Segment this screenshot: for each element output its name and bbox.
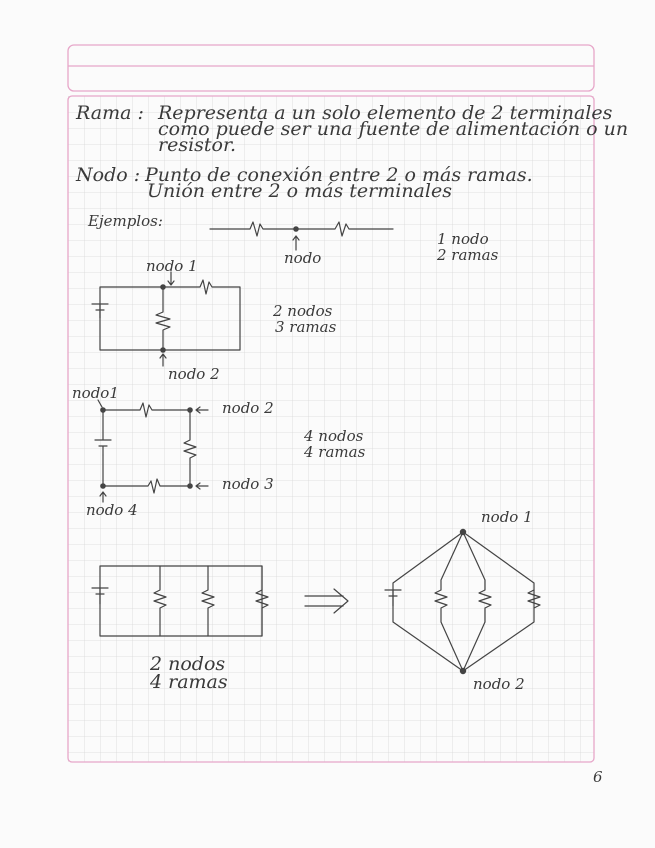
nodo-line-1: Punto de conexión entre 2 o más ramas. bbox=[145, 164, 533, 186]
ex1-node-label: nodo bbox=[284, 249, 322, 267]
ex2-node-bottom-label: nodo 2 bbox=[168, 365, 220, 383]
ex4-branch-count: 4 ramas bbox=[150, 671, 228, 693]
ex3-node3-label: nodo 3 bbox=[222, 475, 274, 493]
nodo-term: Nodo : bbox=[76, 164, 141, 186]
rama-term: Rama : bbox=[76, 102, 144, 124]
ex1-branch-count: 2 ramas bbox=[437, 246, 499, 264]
nodo-line-2: Unión entre 2 o más terminales bbox=[147, 180, 452, 202]
ex3-node4-label: nodo 4 bbox=[86, 501, 138, 519]
ex3-node-count: 4 nodos bbox=[304, 427, 364, 445]
rama-line-3: resistor. bbox=[158, 134, 237, 156]
ex2-branch-count: 3 ramas bbox=[275, 318, 337, 336]
ex3-node1-label: nodo1 bbox=[72, 384, 119, 402]
page-number: 6 bbox=[593, 768, 603, 786]
rama-line-2: como puede ser una fuente de alimentación o un bbox=[158, 118, 629, 140]
header-band bbox=[68, 45, 594, 91]
ex2-node-top-label: nodo 1 bbox=[146, 257, 198, 275]
rama-line-1: Representa a un solo elemento de 2 terminales bbox=[158, 102, 613, 124]
ex1-node-count: 1 nodo bbox=[437, 230, 489, 248]
ex3-node2-label: nodo 2 bbox=[222, 399, 274, 417]
ex4-node-bottom-label: nodo 2 bbox=[473, 675, 525, 693]
ex4-node-top-label: nodo 1 bbox=[481, 508, 533, 526]
ex2-node-count: 2 nodos bbox=[273, 302, 333, 320]
ejemplos-label: Ejemplos: bbox=[88, 212, 163, 230]
ex4-node-count: 2 nodos bbox=[150, 653, 226, 675]
ex3-branch-count: 4 ramas bbox=[304, 443, 366, 461]
